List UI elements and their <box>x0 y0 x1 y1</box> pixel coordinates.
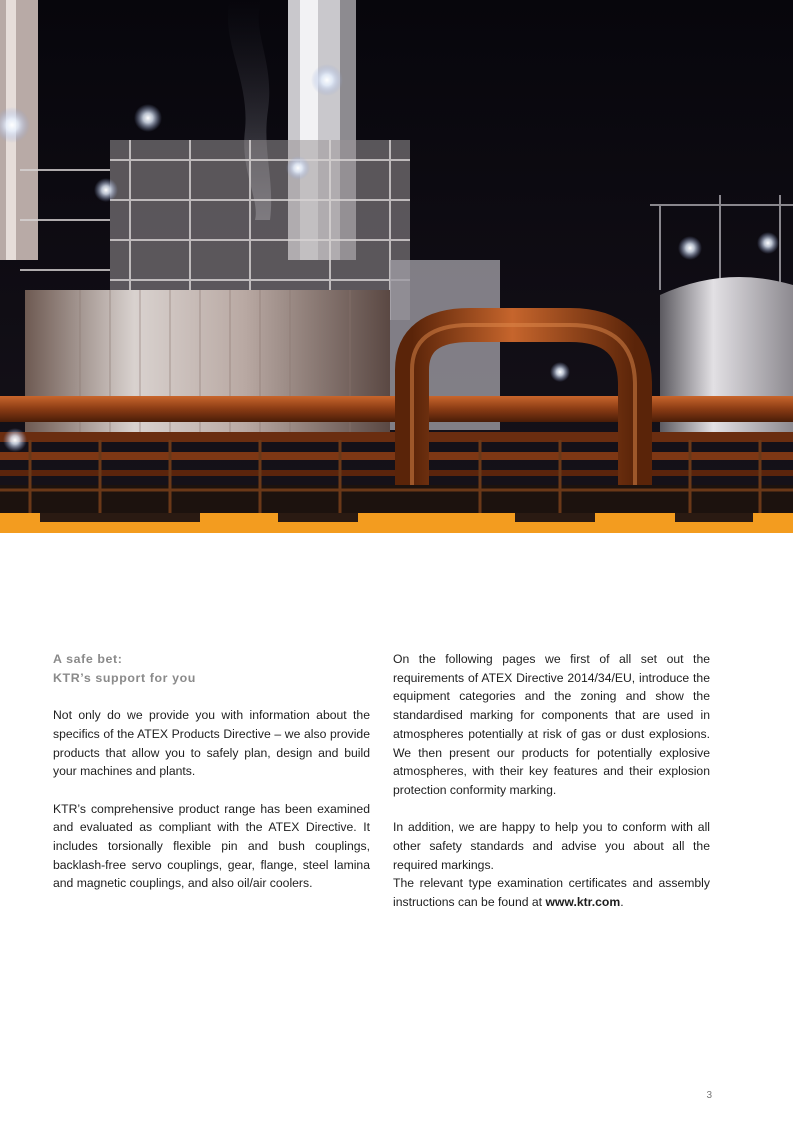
section-heading <box>53 650 370 687</box>
certificates-end: . <box>620 895 624 910</box>
right-column <box>393 650 710 931</box>
band-notch <box>278 513 358 522</box>
support-paragraph: In addition, we are happy to help you to conform with all other safety standards and advise you about all the required markings. <box>393 820 710 872</box>
hero-image <box>0 0 793 523</box>
left-column <box>53 650 370 912</box>
overview-paragraph: On the following pages we first of all set out the requirements of ATEX Directive 2014/34/EU, introduce the equipment categories and the zoning and show the standardised marking for components that are used in atmospheres potentially at risk of gas or dust explosions. We then present our products for potentially explosive atmospheres, with their key features and their explosion protection conformity marking. <box>393 652 710 797</box>
heading-line-2: KTR’s support for you <box>53 670 196 685</box>
page-number: 3 <box>706 1090 712 1101</box>
intro-paragraph: Not only do we provide you with information about the specifics of the ATEX Products Directive – we also provide products that allow you to safely plan, design and build your machines and plants. <box>53 708 370 779</box>
product-range-paragraph: KTR’s comprehensive product range has been examined and evaluated as compliant with the ATEX Directive. It includes torsionally flexible pin and bush couplings, backlash-free servo couplings, gear, flange, steel lamina and magnetic couplings, and also oil/air coolers. <box>53 801 370 891</box>
heading-line-1: A safe bet: <box>53 652 123 666</box>
certificates-paragraph <box>393 874 710 911</box>
refinery-photo <box>0 0 793 523</box>
website-link[interactable]: www.ktr.com <box>545 895 621 910</box>
band-notch <box>40 513 200 522</box>
band-notch <box>675 513 753 522</box>
band-notch <box>515 513 595 522</box>
certificates-text: The relevant type examination certificates and assembly instructions can be found at <box>393 876 710 910</box>
